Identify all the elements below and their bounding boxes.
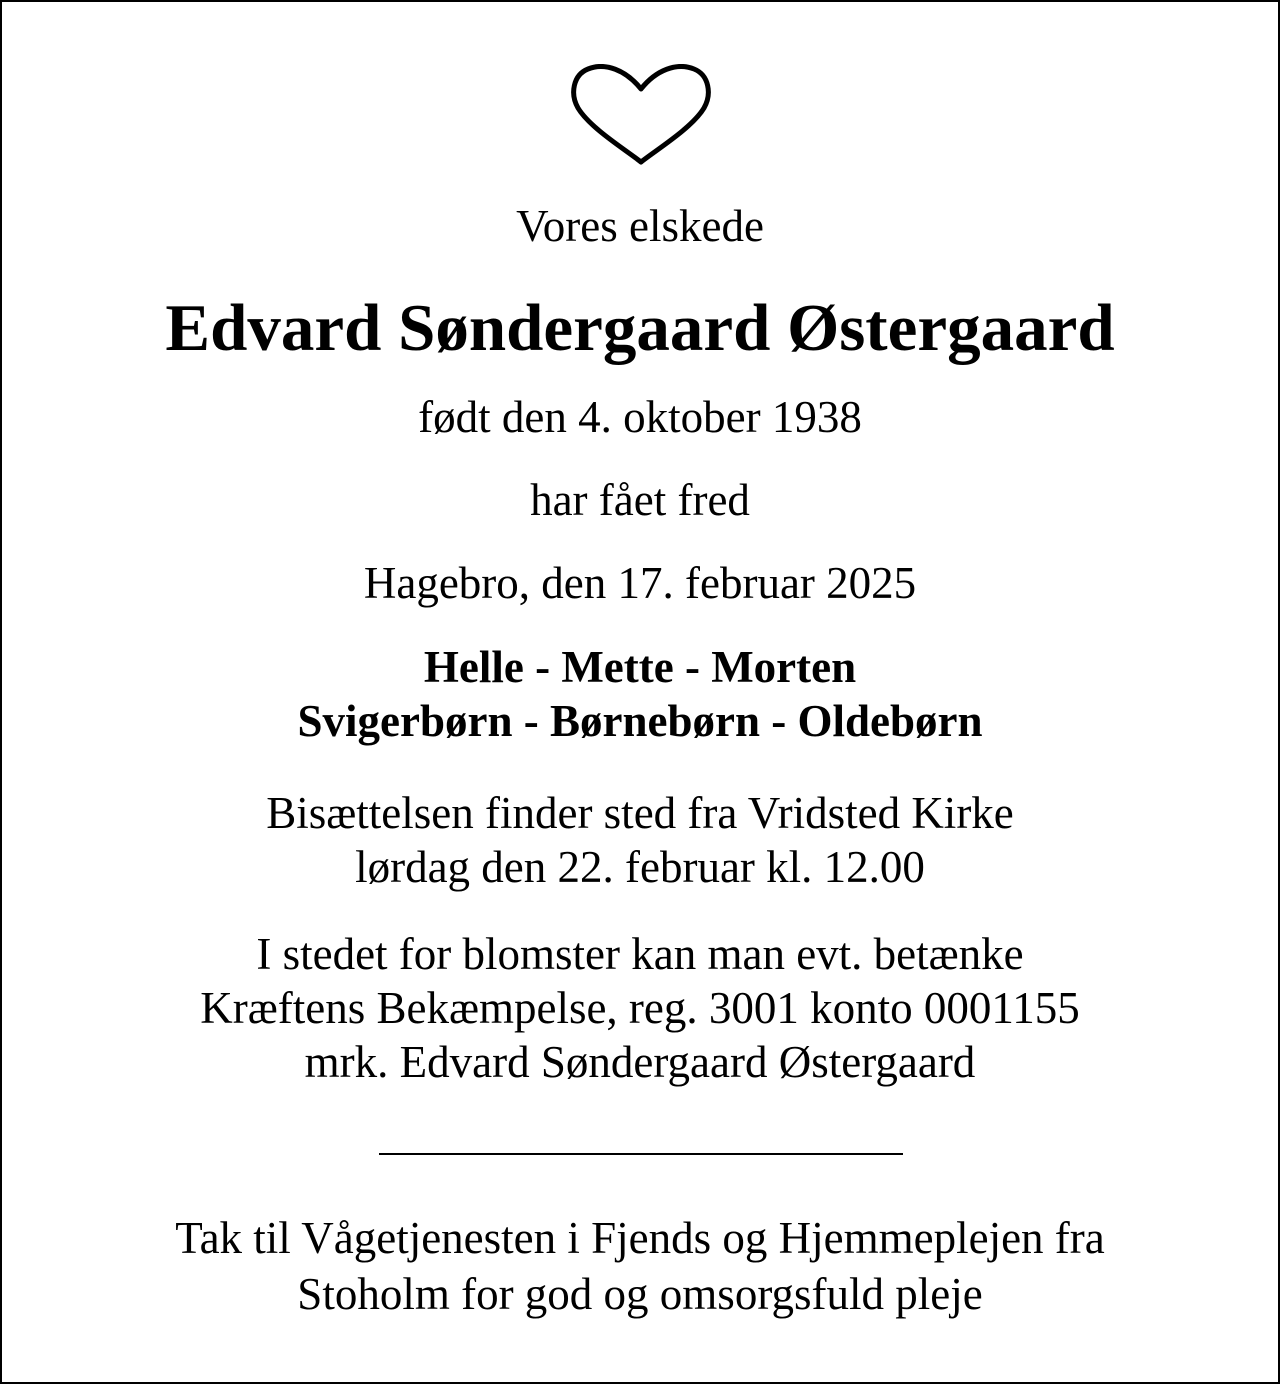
funeral-line: Bisættelsen finder sted fra Vridsted Kirke [266,788,1014,838]
place-and-date: Hagebro, den 17. februar 2025 [363,558,917,608]
thanks-line: Stoholm for god og omsorgsfuld pleje [297,1269,983,1319]
donation-line: Kræftens Bekæmpelse, reg. 3001 konto 0001155 [200,983,1080,1033]
thanks-text [0,1210,1280,1322]
funeral-line: lørdag den 22. februar kl. 12.00 [355,842,925,892]
heart-icon [568,64,714,168]
donation-line: I stedet for blomster kan man evt. betænke [256,929,1024,979]
funeral-info [0,786,1280,894]
donation-line: mrk. Edvard Søndergaard Østergaard [304,1037,976,1087]
birth-date: født den 4. oktober 1938 [418,392,862,442]
donation-info [0,927,1280,1089]
thanks-line: Tak til Vågetjenesten i Fjends og Hjemmeplejen fra [175,1213,1105,1263]
peace-text: har fået fred [530,475,750,525]
mourners-line: Helle - Mette - Morten [423,642,857,692]
mourners-line: Svigerbørn - Børnebørn - Oldebørn [297,696,983,746]
divider-line [379,1153,903,1155]
deceased-name: Edvard Søndergaard Østergaard [165,291,1115,365]
intro-text: Vores elskede [516,201,764,251]
mourners-block [0,640,1280,748]
